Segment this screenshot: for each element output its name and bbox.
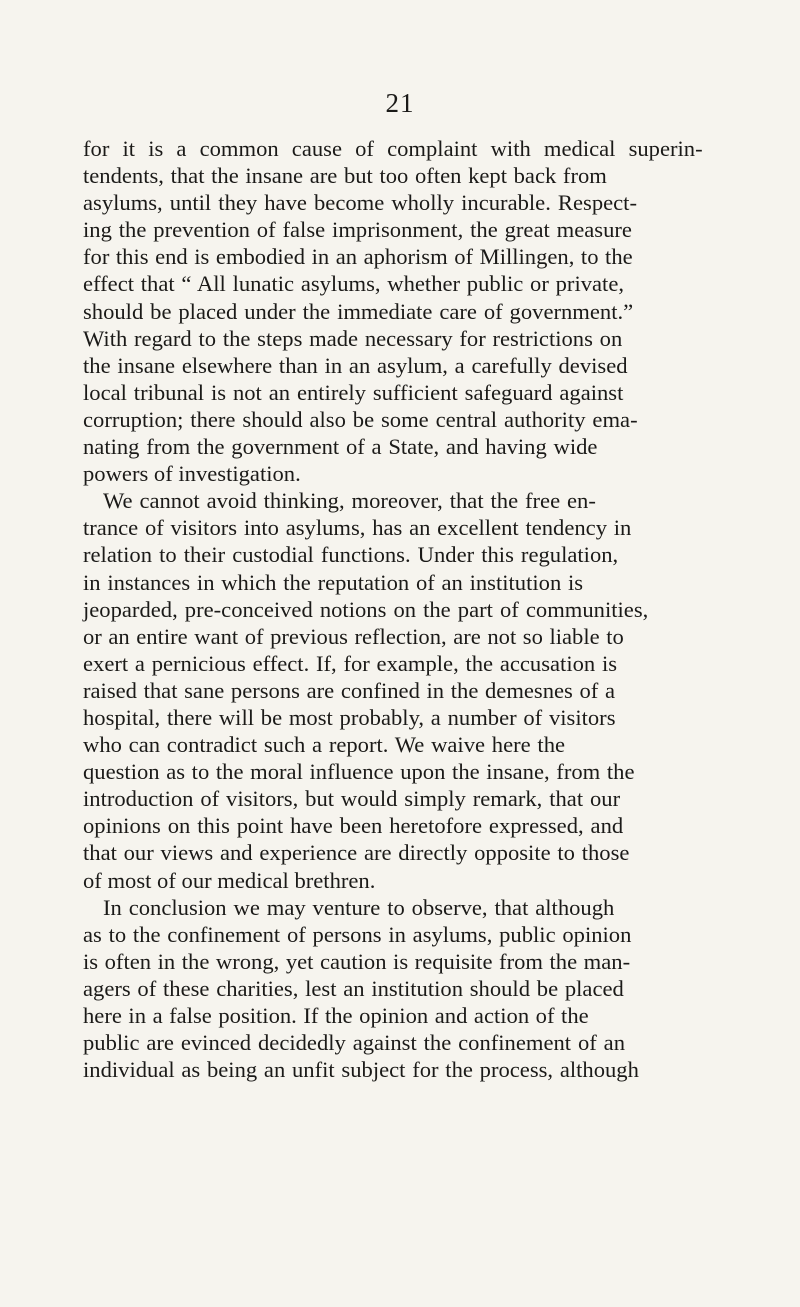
text-line: relation to their custodial functions. Under this regulation, xyxy=(83,542,619,568)
text-line: individual as being an unfit subject for the process, although xyxy=(83,1057,639,1083)
text-line: corruption; there should also be some central authority ema- xyxy=(83,406,638,432)
text-line: In conclusion we may venture to observe, that although xyxy=(103,894,615,920)
body-text xyxy=(83,135,703,1083)
text-line: powers of investigation. xyxy=(83,461,301,487)
text-line: introduction of visitors, but would simply remark, that our xyxy=(83,786,621,812)
text-line: local tribunal is not an entirely sufficient safeguard against xyxy=(83,379,624,405)
text-line: who can contradict such a report. We waive here the xyxy=(83,732,566,758)
text-line: here in a false position. If the opinion and action of the xyxy=(83,1003,589,1028)
text-line: With regard to the steps made necessary for restrictions on xyxy=(83,325,623,351)
text-line: trance of visitors into asylums, has an excellent tendency in xyxy=(83,515,632,541)
text-line: effect that “ All lunatic asylums, whether public or private, xyxy=(83,271,624,297)
text-line: jeoparded, pre-conceived notions on the part of communities, xyxy=(83,596,649,622)
text-line: asylums, until they have become wholly incurable. Respect- xyxy=(83,190,637,216)
text-line: that our views and experience are directly opposite to those xyxy=(83,840,630,866)
text-line: nating from the government of a State, and having wide xyxy=(83,434,598,460)
text-line: of most of our medical brethren. xyxy=(83,867,376,893)
text-line: public are evinced decidedly against the confinement of an xyxy=(83,1030,625,1056)
text-line: the insane elsewhere than in an asylum, a carefully devised xyxy=(83,352,628,378)
text-line: or an entire want of previous reflection, are not so liable to xyxy=(83,623,624,649)
text-line: is often in the wrong, yet caution is requisite from the man- xyxy=(83,948,631,974)
text-line: as to the confinement of persons in asylums, public opinion xyxy=(83,921,632,947)
text-line: ing the prevention of false imprisonment, the great measure xyxy=(83,217,632,243)
text-line: for it is a common cause of complaint with medical superin- xyxy=(83,136,703,161)
text-line: exert a pernicious effect. If, for example, the accusation is xyxy=(83,650,618,676)
text-line: hospital, there will be most probably, a number of visitors xyxy=(83,704,616,730)
text-line: opinions on this point have been heretofore expressed, and xyxy=(83,813,624,839)
text-line: in instances in which the reputation of an institution is xyxy=(83,569,584,595)
text-line: for this end is embodied in an aphorism of Millingen, to the xyxy=(83,244,633,270)
text-line: agers of these charities, lest an institution should be placed xyxy=(83,975,624,1001)
text-line: raised that sane persons are confined in the demesnes of a xyxy=(83,677,615,703)
text-line: We cannot avoid thinking, moreover, that the free en- xyxy=(103,488,596,514)
text-line: question as to the moral influence upon the insane, from the xyxy=(83,759,635,785)
text-line: tendents, that the insane are but too often kept back from xyxy=(83,163,607,189)
text-line: should be placed under the immediate care of government.” xyxy=(83,298,634,324)
page-number: 21 xyxy=(385,88,415,118)
